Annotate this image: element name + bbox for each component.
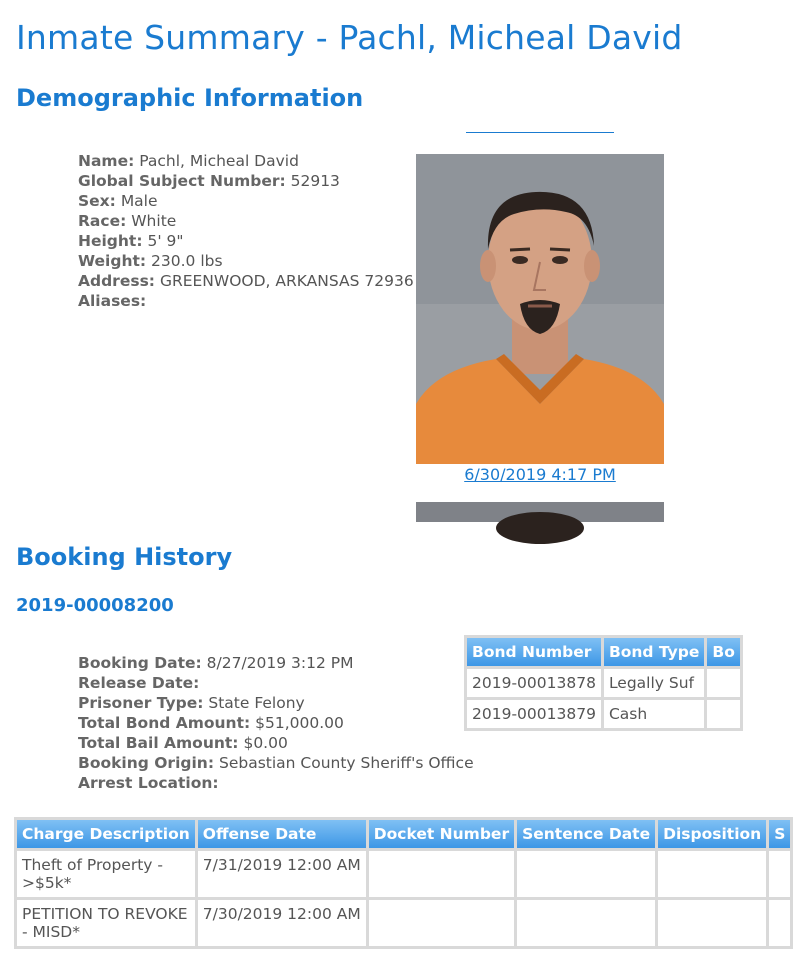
booking-history-heading: Booking History — [16, 543, 233, 571]
bond-type-column-header[interactable]: Bond Type — [604, 638, 704, 666]
field-name: Name: Pachl, Micheal David — [78, 152, 299, 170]
demographics-fields — [78, 151, 414, 311]
table-cell: Legally Suf — [604, 669, 704, 697]
table-cell — [517, 900, 655, 946]
field-weight: Weight: 230.0 lbs — [78, 252, 223, 270]
disposition-column-header[interactable]: Disposition — [658, 820, 766, 848]
field-height: Height: 5' 9" — [78, 232, 184, 250]
charge-description-column-header[interactable]: Charge Description — [17, 820, 195, 848]
field-total-bond-amount: Total Bond Amount: $51,000.00 — [78, 714, 344, 732]
table-cell — [707, 700, 739, 728]
table-cell — [369, 851, 514, 897]
offense-date-column-header[interactable]: Offense Date — [198, 820, 366, 848]
field-booking-date: Booking Date: 8/27/2019 3:12 PM — [78, 654, 354, 672]
photo-link-underline[interactable] — [466, 132, 614, 133]
field-release-date: Release Date: — [78, 674, 200, 692]
table-cell: PETITION TO REVOKE - MISD* — [17, 900, 195, 946]
table-cell — [658, 900, 766, 946]
table-cell — [517, 851, 655, 897]
table-cell — [769, 900, 790, 946]
docket-number-column-header[interactable]: Docket Number — [369, 820, 514, 848]
bond-number-column-header[interactable]: Bond Number — [467, 638, 601, 666]
field-total-bail-amount: Total Bail Amount: $0.00 — [78, 734, 288, 752]
s-column-header[interactable]: S — [769, 820, 790, 848]
table-cell: 7/31/2019 12:00 AM — [198, 851, 366, 897]
field-sex: Sex: Male — [78, 192, 158, 210]
field-global-subject-number: Global Subject Number: 52913 — [78, 172, 340, 190]
table-cell: 7/30/2019 12:00 AM — [198, 900, 366, 946]
table-cell: Theft of Property - >$5k* — [17, 851, 195, 897]
table-row — [467, 669, 740, 697]
table-cell — [369, 900, 514, 946]
table-row — [17, 851, 790, 897]
table-cell: 2019-00013879 — [467, 700, 601, 728]
demographics-heading: Demographic Information — [16, 84, 364, 112]
table-row — [17, 900, 790, 946]
table-cell — [707, 669, 739, 697]
table-row — [467, 700, 740, 728]
booking-fields — [78, 653, 474, 793]
person-photo-icon — [416, 502, 664, 522]
table-cell: Cash — [604, 700, 704, 728]
table-cell — [769, 851, 790, 897]
field-arrest-location: Arrest Location: — [78, 774, 219, 792]
bond-column-header[interactable]: Bo — [707, 638, 739, 666]
person-photo-icon — [416, 154, 664, 464]
page-title: Inmate Summary - Pachl, Micheal David — [16, 18, 683, 57]
charge-table — [14, 817, 793, 949]
field-booking-origin: Booking Origin: Sebastian County Sheriff's Office — [78, 754, 474, 772]
table-cell: 2019-00013878 — [467, 669, 601, 697]
second-photo-thumbnail[interactable] — [416, 502, 664, 522]
table-cell — [658, 851, 766, 897]
booking-number[interactable]: 2019-00008200 — [16, 595, 174, 616]
field-aliases: Aliases: — [78, 292, 147, 310]
mugshot-photo[interactable] — [416, 154, 664, 464]
sentence-date-column-header[interactable]: Sentence Date — [517, 820, 655, 848]
field-prisoner-type: Prisoner Type: State Felony — [78, 694, 305, 712]
photo-date-link[interactable]: 6/30/2019 4:17 PM — [464, 465, 616, 484]
bond-table — [464, 635, 743, 731]
field-address: Address: GREENWOOD, ARKANSAS 72936 — [78, 272, 414, 290]
field-race: Race: White — [78, 212, 177, 230]
